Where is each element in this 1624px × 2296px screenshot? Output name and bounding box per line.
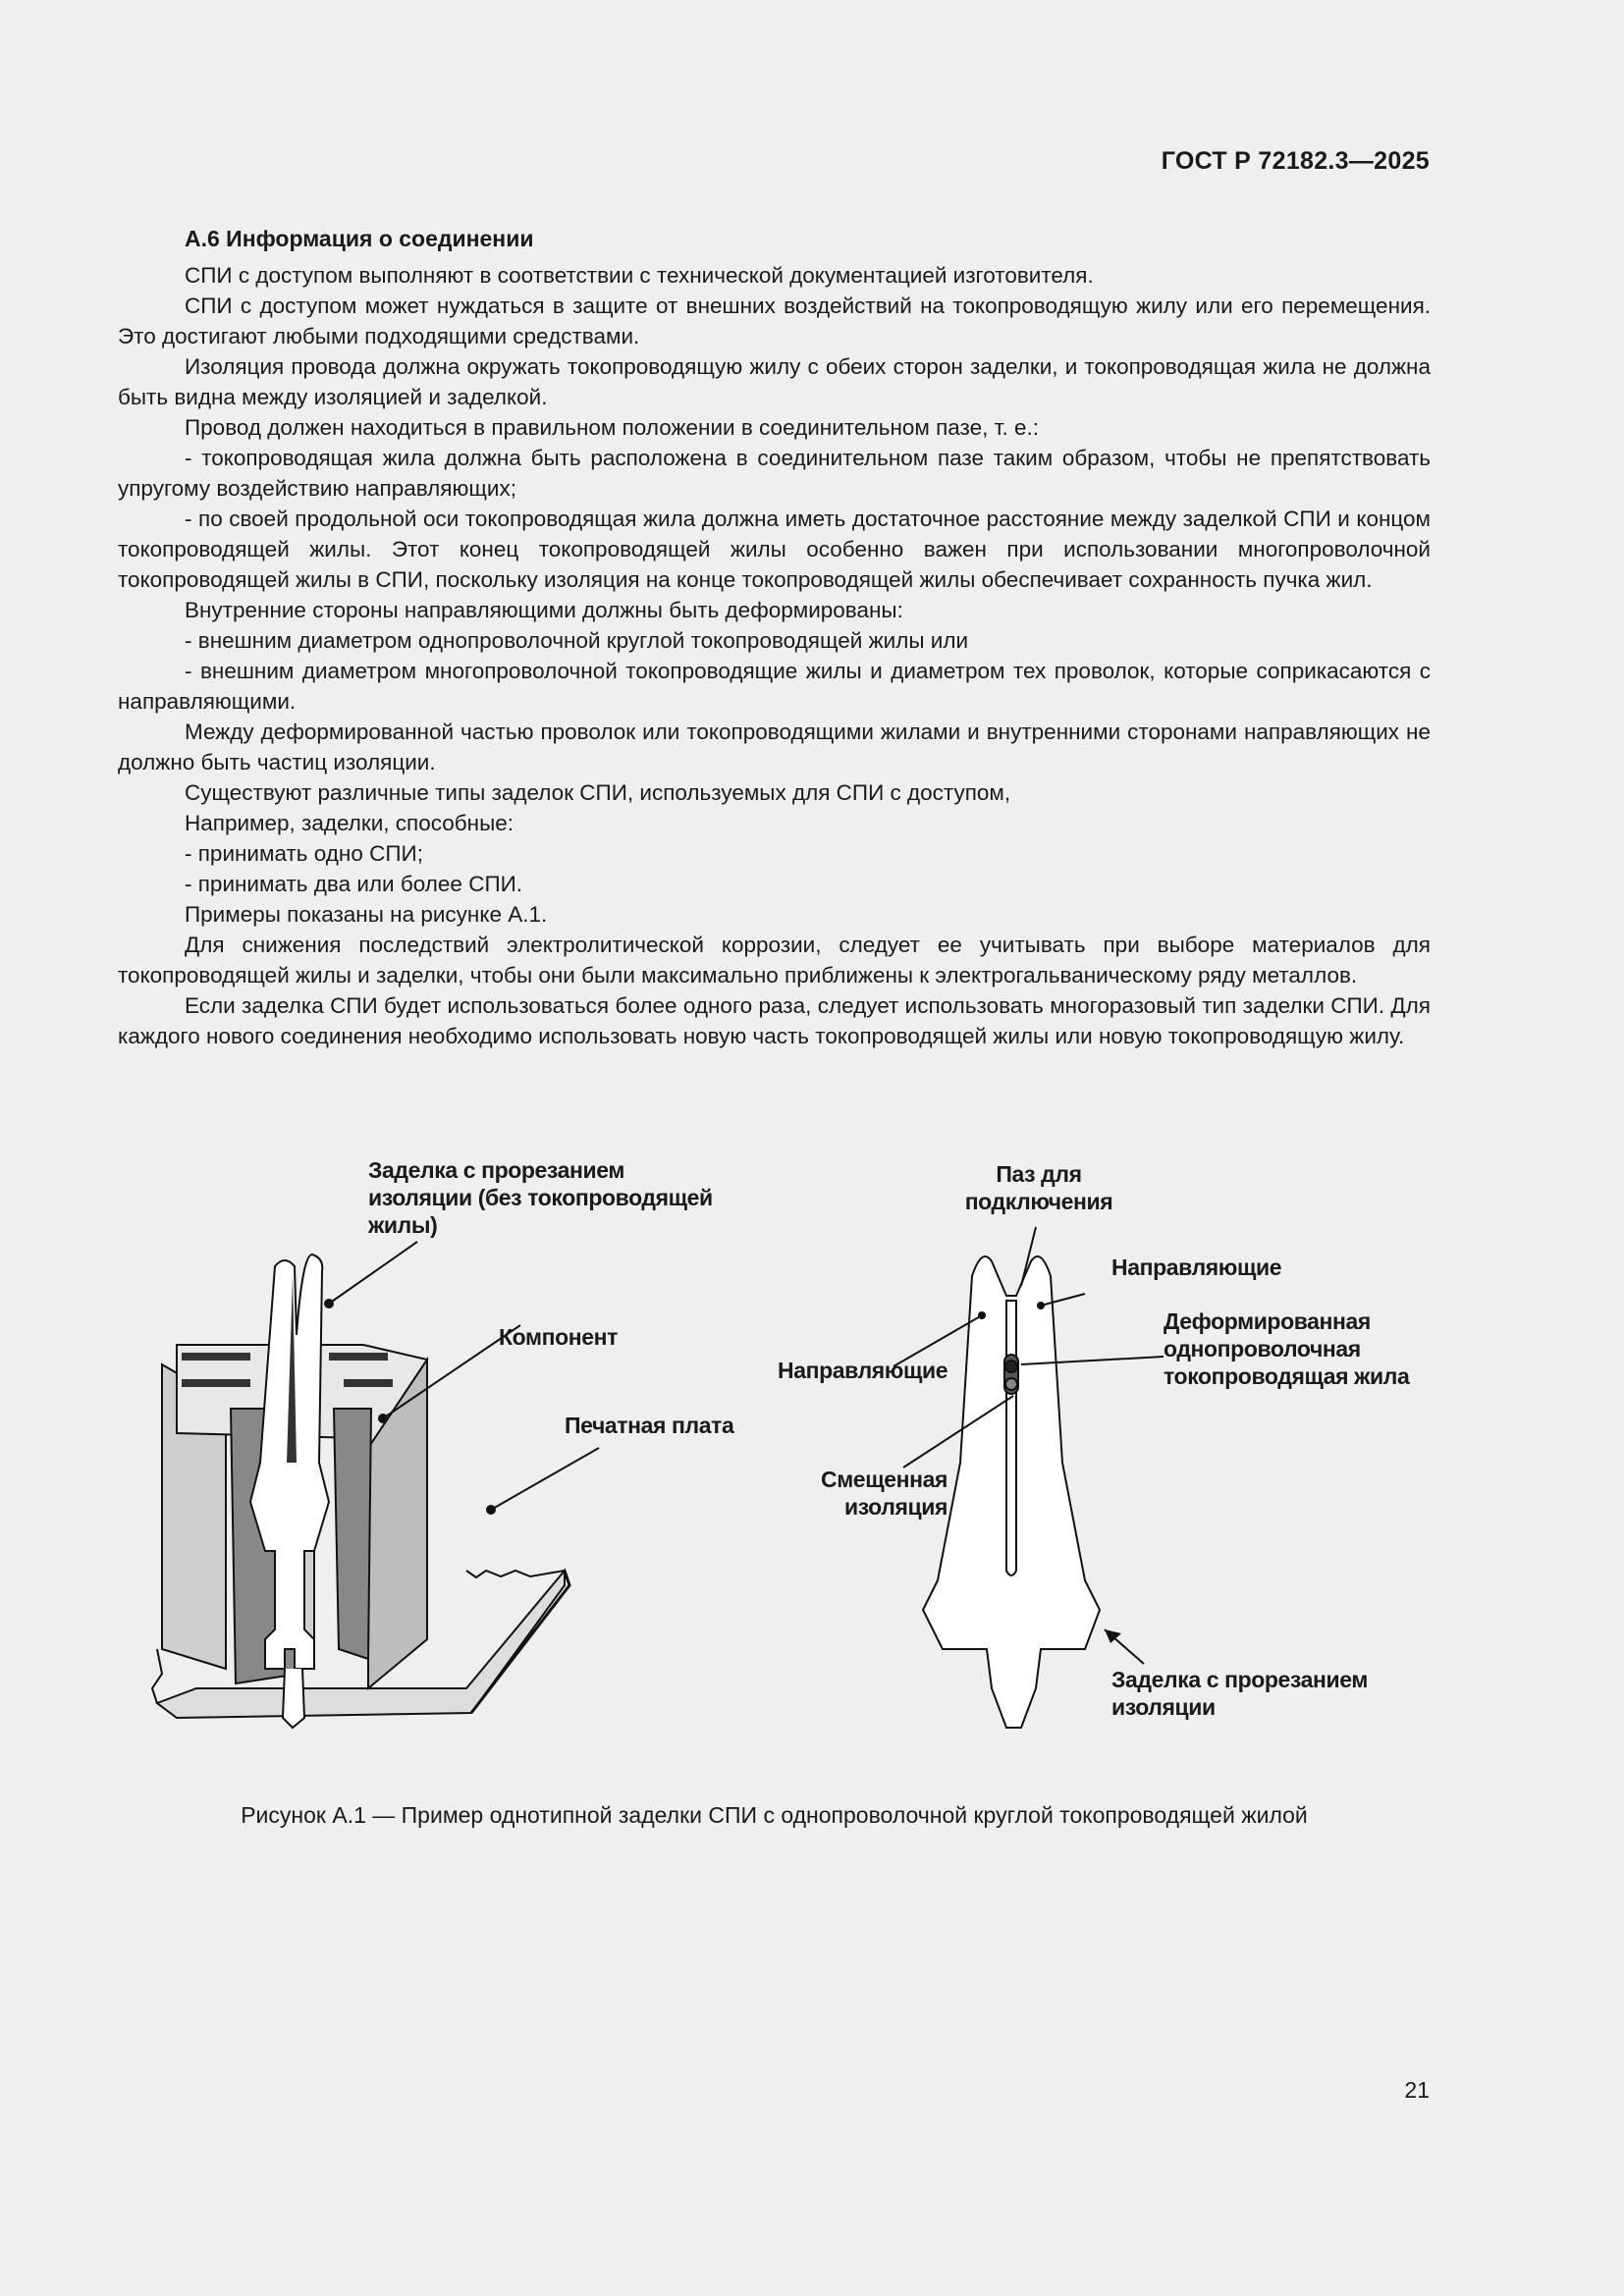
list-item: - принимать одно СПИ; [185,841,423,866]
paragraph: Если заделка СПИ будет использоваться более одного раза, следует использовать многоразовый тип заделки СПИ. Для каждого нового соединения необходимо использовать новую часть токопроводящей жилы или новую токопроводящую жилу. [118,993,1431,1048]
figure-a1 [118,1139,1431,1767]
paragraph: Например, заделки, способные: [185,811,514,835]
component-stripe [344,1379,393,1387]
label-guides-left: Направляющие [778,1358,948,1383]
section-content [118,224,1431,1051]
list-item: - принимать два или более СПИ. [185,872,523,896]
paragraph: Внутренние стороны направляющими должны быть деформированы: [185,598,903,622]
label-line: Деформированная [1164,1308,1371,1334]
label-idc [1111,1666,1368,1721]
leader-dot [1038,1303,1044,1308]
label-line: жилы) [368,1212,438,1238]
list-item: - по своей продольной оси токопроводящая жила должна иметь достаточное расстояние между заделкой СПИ и концом токопроводящей жилы. Этот конец токопроводящей жилы особенно важен при использовании многопроволочной токопроводящей жилы в СПИ, поскольку изоляция на конце токопроводящей жилы обеспечивает сохранность пучка жил. [118,507,1431,592]
list-item: - внешним диаметром однопроволочной круглой токопроводящей жилы или [185,628,969,653]
leader-line [329,1242,417,1304]
label-line: Паз для [996,1161,1082,1187]
wire-core [1005,1361,1017,1372]
paragraph: Провод должен находиться в правильном положении в соединительном пазе, т. е.: [185,415,1039,440]
figure-caption: Рисунок А.1 — Пример однотипной заделки СПИ с однопроволочной круглой токопроводящей жилой [241,1802,1308,1828]
label-slot [960,1160,1117,1215]
label-deformed-conductor [1164,1308,1409,1390]
paragraph: Для снижения последствий электролитической коррозии, следует ее учитывать при выборе материалов для токопроводящей жилы и заделки, чтобы они были максимально приближены к электрогальваническому ряду металлов. [118,933,1431,988]
pcb-left-rough-edge [152,1649,162,1703]
paragraph: Изоляция провода должна окружать токопроводящую жилу с обеих сторон заделки, и токопроводящая жила не должна быть видна между изоляцией и заделкой. [118,354,1431,409]
wire-insulation [1005,1378,1017,1390]
label-line: токопроводящая жила [1164,1363,1410,1389]
label-displaced-insulation [785,1466,947,1521]
leader-dot [379,1415,387,1422]
label-line: изоляции (без токопроводящей [368,1185,713,1210]
label-pcb: Печатная плата [565,1413,734,1438]
component-cavity [334,1409,371,1659]
paragraph: Примеры показаны на рисунке А.1. [185,902,548,927]
left-illustration [152,1242,599,1728]
paragraph: СПИ с доступом может нуждаться в защите от внешних воздействий на токопроводящую жилу или его перемещения. Это достигают любыми подходящими средствами. [118,294,1431,348]
label-line: подключения [964,1189,1113,1214]
leader-line [491,1448,599,1510]
section-title: А.6 Информация о соединении [185,226,534,251]
document-number: ГОСТ Р 72182.3—2025 [1161,147,1430,175]
leader-dot [487,1506,495,1514]
idc-slot [1006,1301,1016,1575]
component-stripe [329,1353,388,1361]
pcb-rough-edge [466,1571,565,1577]
leader-dot [325,1300,333,1308]
leader-dot [979,1312,985,1318]
label-idc-no-conductor [368,1156,713,1239]
paragraph: СПИ с доступом выполняют в соответствии с технической документацией изготовителя. [185,263,1094,288]
label-line: изоляции [1111,1694,1216,1720]
terminal-pin [283,1669,304,1728]
label-guides-right: Направляющие [1111,1255,1282,1280]
page-number: 21 [1404,2077,1430,2103]
label-line: Заделка с прорезанием [368,1157,624,1183]
label-component: Компонент [499,1324,618,1350]
label-line: Заделка с прорезанием [1111,1667,1368,1692]
label-line: однопроволочная [1164,1336,1361,1362]
component-stripe [182,1353,250,1361]
label-line: Смещенная [820,1467,947,1492]
list-item: - внешним диаметром многопроволочной токопроводящие жилы и диаметром тех проволок, которые соприкасаются с направляющими. [118,659,1431,714]
list-item: - токопроводящая жила должна быть расположена в соединительном пазе таким образом, чтобы не препятствовать упругому воздействию направляющих; [118,446,1431,501]
label-line: изоляция [843,1494,947,1520]
paragraph: Между деформированной частью проволок или токопроводящими жилами и внутренними сторонами направляющих не должно быть частиц изоляции. [118,720,1431,774]
paragraph: Существуют различные типы заделок СПИ, используемых для СПИ с доступом, [185,780,1011,805]
component-stripe [182,1379,250,1387]
